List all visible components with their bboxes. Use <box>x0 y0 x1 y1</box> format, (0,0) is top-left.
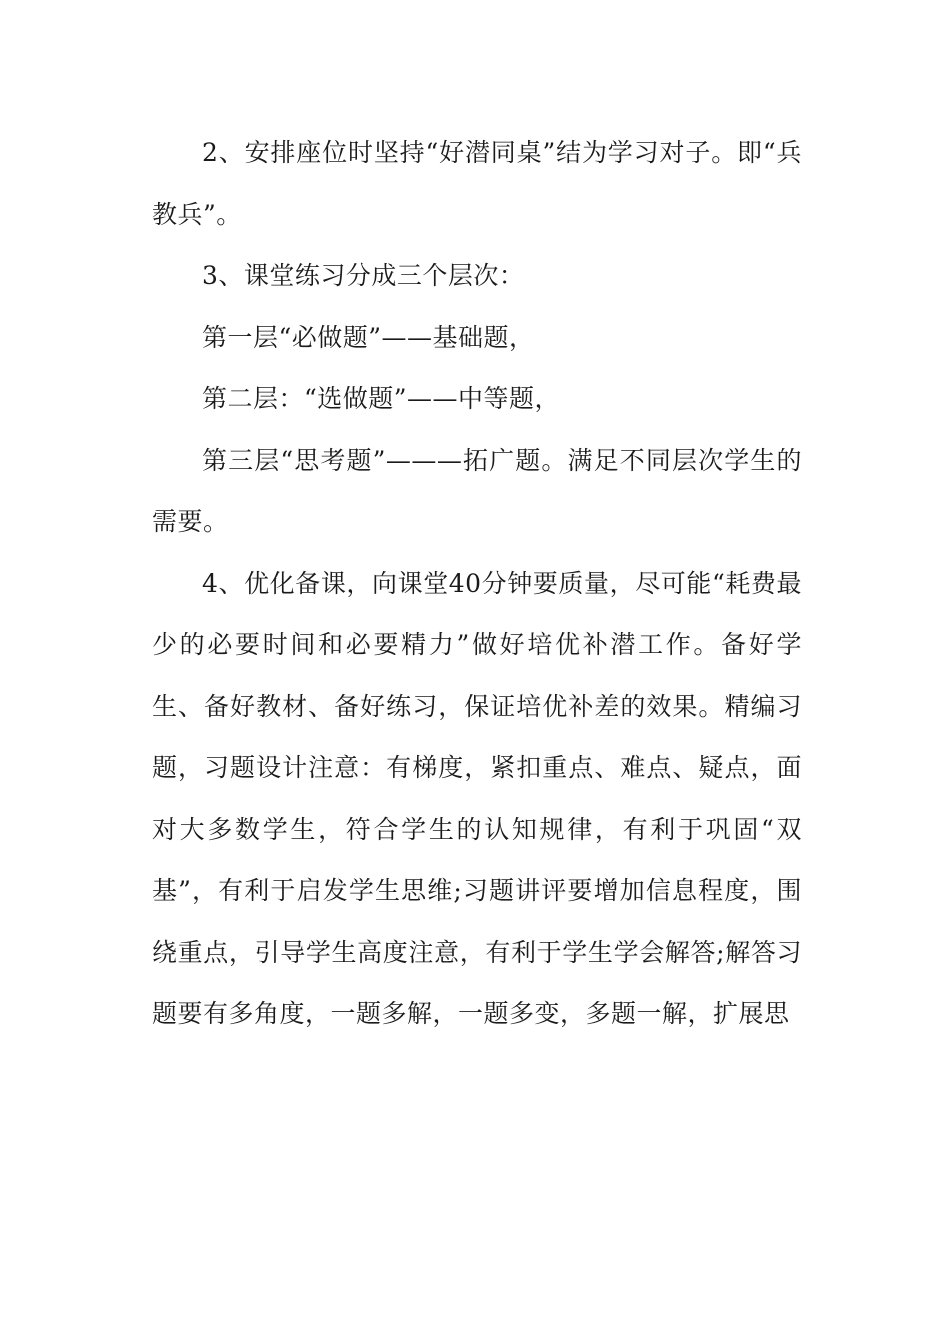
document-body <box>152 122 802 1045</box>
paragraph-level-three: 第三层“思考题”———拓广题。满足不同层次学生的需要。 <box>152 445 802 536</box>
paragraph-level-two: 第二层：“选做题”——中等题， <box>202 384 561 413</box>
paragraph-level-one: 第一层“必做题”——基础题， <box>202 322 535 352</box>
paragraph-lesson-prep: 4、优化备课，向课堂40分钟要质量，尽可能“耗费最少的必要时间和必要精力”做好培优补潜工作。备好学生、备好教材、备好练习，保证培优补差的效果。精编习题，习题设计注意：有梯度，紧扣重点、难点、疑点，面对大多数学生，符合学生的认知规律，有利于巩固“双基”，有利于启发学生思维;习题讲评要增加信息程度，围绕重点，引导学生高度注意，有利于学生学会解答;解答习题要有多角度，一题多解，一题多变，多题一解，扩展思 <box>152 568 802 1028</box>
paragraph-exercise-levels: 3、课堂练习分成三个层次： <box>202 261 525 290</box>
paragraph-seating: 2、安排座位时坚持“好潜同桌”结为学习对子。即“兵教兵”。 <box>152 138 802 229</box>
